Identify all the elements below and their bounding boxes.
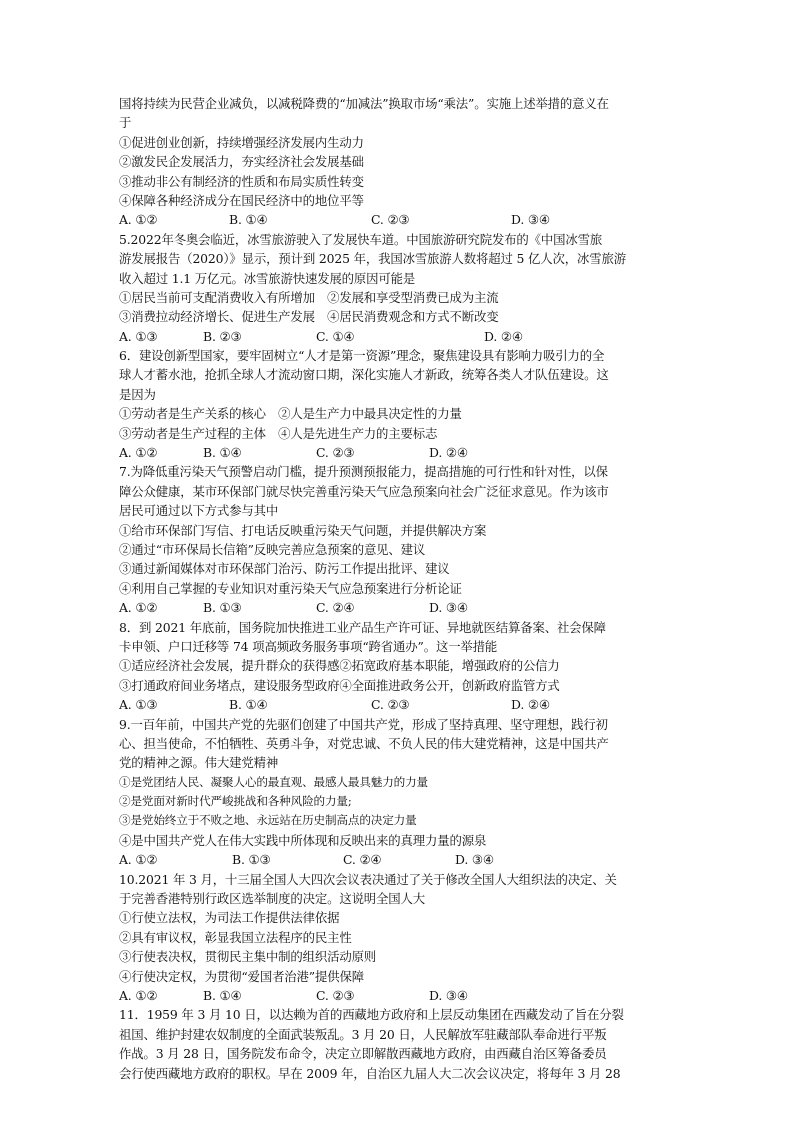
choice-c: C. ②③ xyxy=(371,212,410,228)
option-statement: ④利用自己掌握的专业知识对重污染天气应急预案进行分析论证 xyxy=(119,580,462,596)
option-statement: ④行使决定权，为贯彻“爱国者治港”提供保障 xyxy=(119,968,364,984)
choice-d: D. ③④ xyxy=(429,987,468,1003)
question-10-stem: 10.2021 年 3 月，十三届全国人大四次会议表决通过了关于修改全国人大组织法的决定、关 xyxy=(119,871,617,887)
choice-d: D. ③④ xyxy=(455,852,494,868)
choice-b: B. ①④ xyxy=(229,212,268,228)
option-statement: ③打通政府间业务堵点，建设服务型政府④全面推进政务公开，创新政府监管方式 xyxy=(119,677,560,693)
option-statement: ③消费拉动经济增长、促进生产发展 ④居民消费观念和方式不断改变 xyxy=(119,309,499,325)
option-statement: ③通过新闻媒体对市环保部门治污、防污工作提出批评、建议 xyxy=(119,561,450,577)
choice-b: B. ①③ xyxy=(203,600,242,616)
answer-choices-q4 xyxy=(119,210,685,229)
option-statement: ②激发民企发展活力，夯实经济社会发展基础 xyxy=(119,154,364,170)
option-statement: ①行使立法权，为司法工作提供法律依据 xyxy=(119,910,340,926)
choice-b: B. ①④ xyxy=(203,445,242,461)
question-11-stem: 11．1959 年 3 月 10 日，以达赖为首的西藏地方政府和上层反动集团在西藏发动了旨在分裂 xyxy=(119,1007,624,1023)
choice-a: A. ①③ xyxy=(119,328,158,344)
text-line: 收入超过 1.1 万亿元。冰雪旅游快速发展的原因可能是 xyxy=(119,270,416,286)
answer-choices-q8 xyxy=(119,695,685,714)
question-7-stem: 7.为降低重污染天气预警启动门槛，提升预测预报能力，提高措施的可行性和针对性，以保 xyxy=(119,464,608,480)
choice-d: D. ③④ xyxy=(511,212,550,228)
text-line: 卡申领、户口迁移等 74 项高频政务服务事项“跨省通办”。这一举措能 xyxy=(119,638,498,654)
choice-a: A. ①② xyxy=(119,852,158,868)
choice-d: D. ②④ xyxy=(429,445,468,461)
choice-c: C. ②③ xyxy=(371,697,410,713)
answer-choices-q10 xyxy=(119,986,685,1005)
option-statement: ④保障各种经济成分在国民经济中的地位平等 xyxy=(119,192,364,208)
text-line: 球人才蓄水池，抢抓全球人才流动窗口期，深化实施人才新政，统筹各类人才队伍建设。这 xyxy=(119,367,609,383)
text-line: 作战。3 月 28 日，国务院发布命令，决定立即解散西藏地方政府，由西藏自治区筹备委员 xyxy=(119,1046,607,1062)
question-8-stem: 8．到 2021 年底前，国务院加快推进工业产品生产许可证、异地就医结算备案、社会保障 xyxy=(119,619,606,635)
choice-d: D. ③④ xyxy=(429,600,468,616)
option-statement: ①是党团结人民、凝聚人心的最直观、最感人最具魅力的力量 xyxy=(119,774,428,789)
option-statement: ③劳动者是生产过程的主体 ④人是先进生产力的主要标志 xyxy=(119,425,438,441)
text-line: 于完善香港特别行政区选举制度的决定。这说明全国人大 xyxy=(119,891,426,907)
choice-c: C. ②④ xyxy=(343,852,382,868)
option-statement: ④是中国共产党人在伟大实践中所体现和反映出来的真理力量的源泉 xyxy=(119,832,487,848)
answer-choices-q7 xyxy=(119,598,685,617)
text-line: 祖国、维护封建农奴制度的全面武装叛乱。3 月 20 日，人民解放军驻藏部队奉命进行平叛 xyxy=(119,1026,607,1042)
question-5-stem: 5.2022年冬奥会临近，冰雪旅游驶入了发展快车道。中国旅游研究院发布的《中国冰雪旅 xyxy=(119,231,603,247)
choice-c: C. ②③ xyxy=(316,445,355,461)
option-statement: ②具有审议权，彰显我国立法程序的民主性 xyxy=(119,929,352,945)
text-line: 游发展报告（2020）》显示，预计到 2025 年，我国冰雪旅游人数将超过 5 亿人次，冰雪旅游 xyxy=(119,251,626,267)
answer-choices-q5 xyxy=(119,327,685,346)
choice-a: A. ①② xyxy=(119,987,158,1003)
choice-d: D. ②④ xyxy=(484,328,523,344)
choice-b: B. ①④ xyxy=(229,697,268,713)
text-line: 居民可通过以下方式参与其中 xyxy=(119,503,279,519)
choice-a: A. ①② xyxy=(119,600,158,616)
choice-c: C. ①④ xyxy=(316,328,355,344)
text-line: 党的精神之源。伟大建党精神 xyxy=(119,755,279,771)
answer-choices-q6 xyxy=(119,443,685,462)
option-statement: ①居民当前可支配消费收入有所增加 ②发展和享受型消费已成为主流 xyxy=(119,289,499,305)
exam-content xyxy=(119,94,685,1083)
option-statement: ②通过“市环保局长信箱”反映完善应急预案的意见、建议 xyxy=(119,541,426,557)
choice-c: C. ②④ xyxy=(316,600,355,616)
option-statement: ③是党始终立于不败之地、永远站在历史制高点的决定力量 xyxy=(119,813,417,828)
option-statement: ③推动非公有制经济的性质和布局实质性转变 xyxy=(119,173,364,189)
option-statement: ②是党面对新时代严峻挑战和各种风险的力量; xyxy=(119,794,352,809)
choice-b: B. ①④ xyxy=(203,987,242,1003)
option-statement: ①适应经济社会发展，提升群众的获得感②拓宽政府基本职能，增强政府的公信力 xyxy=(119,658,560,674)
choice-b: B. ②③ xyxy=(203,328,242,344)
text-line: 国将持续为民营企业减负，以减税降费的“加减法”换取市场“乘法”。实施上述举措的意义在 xyxy=(119,96,609,111)
option-statement: ①促进创业创新，持续增强经济发展内生动力 xyxy=(119,134,364,150)
option-statement: ①给市环保部门写信、打电话反映重污染天气问题，并提供解决方案 xyxy=(119,522,487,538)
choice-c: C. ②③ xyxy=(316,987,355,1003)
choice-b: B. ①③ xyxy=(232,852,271,868)
question-9-stem: 9.一百年前，中国共产党的先驱们创建了中国共产党，形成了坚持真理、坚守理想，践行初 xyxy=(119,716,608,732)
text-line: 会行使西藏地方政府的职权。早在 2009 年，自治区九届人大二次会议决定，将每年 3 月 28 xyxy=(119,1065,621,1081)
question-6-stem: 6．建设创新型国家，要牢固树立“人才是第一资源”理念，聚焦建设具有影响力吸引力的全 xyxy=(119,348,605,364)
choice-d: D. ②④ xyxy=(511,697,550,713)
text-line: 于 xyxy=(119,115,132,131)
choice-a: A. ①② xyxy=(119,445,158,461)
text-line: 是因为 xyxy=(119,386,156,402)
option-statement: ③行使表决权，贯彻民主集中制的组织活动原则 xyxy=(119,949,377,965)
choice-a: A. ①② xyxy=(119,212,158,228)
answer-choices-q9 xyxy=(119,850,685,869)
choice-a: A. ①③ xyxy=(119,697,158,713)
text-line: 心、担当使命，不怕牺牲、英勇斗争，对党忠诚、不负人民的伟大建党精神，这是中国共产 xyxy=(119,735,609,751)
option-statement: ①劳动者是生产关系的核心 ②人是生产力中最具决定性的力量 xyxy=(119,406,462,422)
text-line: 障公众健康，某市环保部门就尽快完善重污染天气应急预案向社会广泛征求意见。作为该市 xyxy=(119,483,609,499)
